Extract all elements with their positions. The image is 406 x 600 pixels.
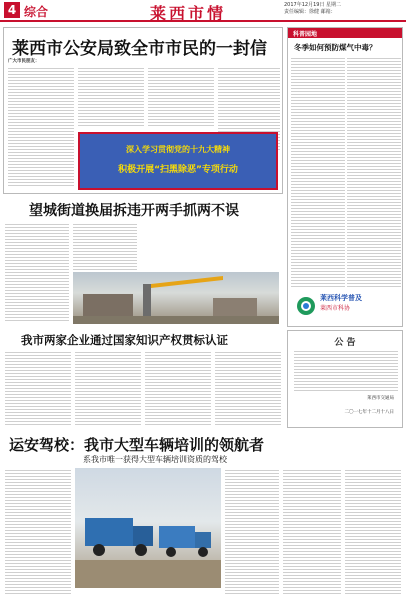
- driving-body-col-2: [225, 468, 279, 596]
- wangcheng-body-col-1: [5, 222, 69, 322]
- driving-body-col-1: [5, 468, 71, 596]
- open-letter-body-col-3: [148, 66, 214, 126]
- campaign-banner-line-2: 积极开展“扫黑除恶”专项行动: [118, 165, 238, 175]
- article-open-letter: [3, 27, 283, 194]
- section-name: 综合: [24, 5, 49, 19]
- sidebar-header: [288, 28, 402, 38]
- campaign-banner-line-1: 深入学习贯彻党的十九大精神: [126, 145, 230, 154]
- wangcheng-headline: 望城街道换届拆违开两手抓两不误: [29, 203, 239, 219]
- notice-body: [294, 349, 398, 391]
- wangcheng-body-col-2: [73, 222, 137, 270]
- sidebar-header-label: 科普园地: [293, 31, 318, 38]
- ip-body-col-3: [145, 350, 211, 426]
- paper-meta: [284, 2, 402, 16]
- meta-line-1: 2017年12月19日 星期二: [284, 2, 342, 8]
- page-number: 4: [4, 2, 20, 18]
- demolition-scene-icon: [73, 272, 279, 324]
- driving-school-headline: 运安驾校：我市大型车辆培训的领航者: [9, 436, 265, 454]
- open-letter-salutation: 广大市民朋友：: [8, 59, 40, 64]
- notice-date: 二〇一七年十二月十八日: [344, 410, 394, 415]
- ip-body-col-2: [75, 350, 141, 426]
- driving-body-col-3: [283, 468, 341, 596]
- notice-signer-1: 莱西市交通局: [367, 396, 394, 401]
- trucks-scene-icon: [75, 468, 221, 588]
- open-letter-body-col-1: [8, 66, 74, 188]
- campaign-banner: [78, 132, 278, 190]
- driving-school-photo: [75, 468, 221, 588]
- masthead: [0, 0, 406, 22]
- ip-certification-headline: 我市两家企业通过国家知识产权贯标认证: [21, 333, 228, 347]
- science-logo-text-2: 莱西市科协: [320, 305, 351, 312]
- meta-line-2: 责任编辑：徐健 邮箱：: [284, 9, 336, 15]
- notice-title: 公 告: [334, 338, 356, 348]
- paper-name: 莱西市情: [150, 4, 227, 23]
- open-letter-headline: 莱西市公安局致全市市民的一封信: [12, 39, 267, 59]
- science-logo: [296, 290, 396, 324]
- science-logo-icon: [296, 296, 316, 316]
- wangcheng-photo: [73, 272, 279, 324]
- sidebar-body-col-2: [347, 56, 401, 288]
- driving-school-subheadline: 系我市唯一获得大型车辆培训资质的驾校: [83, 455, 227, 464]
- ip-body-col-4: [215, 350, 281, 426]
- notice-box: [287, 330, 403, 428]
- sidebar-science: [287, 27, 403, 327]
- sidebar-body-col-1: [291, 56, 345, 288]
- open-letter-body-col-2: [78, 66, 144, 126]
- article-ip-certification: [3, 330, 283, 428]
- article-driving-school: [3, 432, 403, 598]
- sidebar-title: 冬季如何预防煤气中毒？: [294, 43, 377, 52]
- ip-body-col-1: [5, 350, 71, 426]
- driving-body-col-4: [345, 468, 401, 596]
- article-wangcheng: [3, 198, 283, 326]
- science-logo-text-1: 莱西科学普及: [320, 294, 362, 302]
